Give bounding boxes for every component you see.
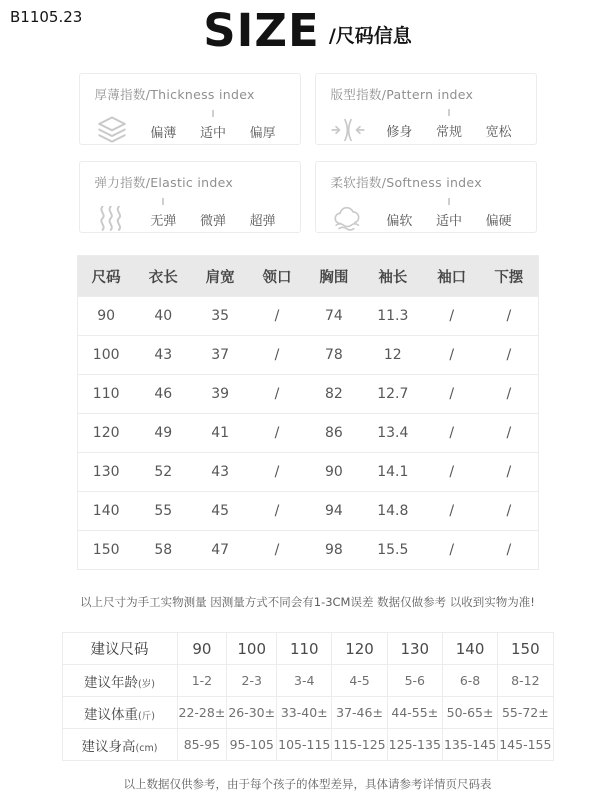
softness-options	[375, 210, 524, 229]
size-cell: /	[249, 453, 306, 492]
elastic-index-box	[79, 161, 301, 233]
suggest-cell: 90	[177, 633, 227, 665]
index-option: 偏厚	[249, 125, 276, 141]
index-boxes	[79, 73, 537, 233]
pattern-index-box	[315, 73, 537, 145]
size-cell: 58	[135, 531, 192, 570]
size-cell: 11.3	[362, 297, 423, 336]
size-cell: /	[480, 492, 538, 531]
size-column-header: 胸围	[305, 256, 362, 297]
size-cell: /	[480, 375, 538, 414]
size-column-header: 袖口	[423, 256, 480, 297]
suggest-table	[62, 632, 554, 761]
size-table-row	[77, 336, 538, 375]
size-cell: 14.1	[362, 453, 423, 492]
size-cell: 100	[77, 336, 135, 375]
size-cell: /	[249, 336, 306, 375]
size-cell: /	[249, 492, 306, 531]
size-cell: 35	[192, 297, 249, 336]
size-cell: 98	[305, 531, 362, 570]
size-cell: /	[480, 531, 538, 570]
size-cell: 14.8	[362, 492, 423, 531]
size-cell: 90	[305, 453, 362, 492]
size-cell: /	[249, 375, 306, 414]
suggest-cell: 125-135	[387, 729, 442, 761]
size-cell: /	[423, 492, 480, 531]
thickness-index-title: 厚薄指数/Thickness index	[94, 87, 255, 102]
size-cell: /	[423, 336, 480, 375]
size-cell: 39	[192, 375, 249, 414]
suggest-cell: 85-95	[177, 729, 227, 761]
size-cell: /	[249, 414, 306, 453]
page-subtitle: /尺码信息	[328, 25, 412, 47]
size-cell: 82	[305, 375, 362, 414]
size-cell: 12.7	[362, 375, 423, 414]
size-cell: /	[249, 297, 306, 336]
size-cell: 40	[135, 297, 192, 336]
product-code: B1105.23	[10, 8, 83, 26]
layers-icon	[95, 116, 139, 146]
suggest-cell: 55-72±	[498, 697, 553, 729]
suggest-cell: 1-2	[177, 665, 227, 697]
suggest-row-unit: (cm)	[135, 742, 158, 754]
softness-index-title: 柔软指数/Softness index	[330, 175, 482, 190]
suggest-table-note: 以上数据仅供参考，由于每个孩子的体型差异，具体请参考详情页尺码表	[123, 777, 492, 791]
suggest-cell: 120	[332, 633, 387, 665]
suggest-row-unit: (斤)	[138, 710, 155, 722]
compress-icon	[331, 116, 375, 144]
size-table-row	[77, 453, 538, 492]
size-cell: 43	[192, 453, 249, 492]
size-table-row	[77, 375, 538, 414]
index-option: 偏软	[386, 213, 413, 229]
size-cell: 46	[135, 375, 192, 414]
suggest-cell: 50-65±	[442, 697, 497, 729]
size-table-note: 以上尺寸为手工实物测量 因测量方式不同会有1-3CM误差 数据仅做参考 以收到实物为准!	[80, 595, 535, 609]
suggest-cell: 135-145	[442, 729, 497, 761]
size-column-header: 袖长	[362, 256, 423, 297]
size-cell: /	[480, 336, 538, 375]
pattern-index-title: 版型指数/Pattern index	[330, 87, 474, 102]
page-title-block	[0, 0, 615, 57]
size-cell: 130	[77, 453, 135, 492]
pattern-options	[375, 121, 524, 140]
size-cell: /	[480, 297, 538, 336]
size-column-header: 肩宽	[192, 256, 249, 297]
size-cell: 52	[135, 453, 192, 492]
index-option: 超弹	[249, 213, 276, 229]
size-cell: 37	[192, 336, 249, 375]
suggest-row-unit: (岁)	[138, 678, 155, 690]
size-table-header-row	[77, 256, 538, 297]
suggest-cell: 37-46±	[332, 697, 387, 729]
softness-index-box	[315, 161, 537, 233]
size-cell: 47	[192, 531, 249, 570]
size-cell: 110	[77, 375, 135, 414]
size-cell: /	[423, 453, 480, 492]
suggest-cell: 110	[277, 633, 332, 665]
size-cell: /	[480, 414, 538, 453]
suggest-cell: 105-115	[277, 729, 332, 761]
size-cell: 43	[135, 336, 192, 375]
size-cell: 140	[77, 492, 135, 531]
elastic-options	[139, 210, 288, 229]
page-title: SIZE	[203, 4, 320, 57]
size-cell: 41	[192, 414, 249, 453]
size-cell: 12	[362, 336, 423, 375]
index-option: 偏硬	[485, 213, 512, 229]
size-cell: 120	[77, 414, 135, 453]
size-cell: 86	[305, 414, 362, 453]
suggest-row-label: 建议尺码	[62, 633, 177, 665]
size-table	[77, 255, 539, 570]
suggest-cell: 22-28±	[177, 697, 227, 729]
index-option: 微弹	[199, 213, 226, 229]
suggest-table-row	[62, 665, 553, 697]
size-cell: /	[423, 375, 480, 414]
suggest-cell: 100	[227, 633, 277, 665]
suggest-cell: 115-125	[332, 729, 387, 761]
size-cell: /	[423, 297, 480, 336]
size-column-header: 下摆	[480, 256, 538, 297]
size-column-header: 尺码	[77, 256, 135, 297]
size-cell: /	[480, 453, 538, 492]
size-cell: 90	[77, 297, 135, 336]
size-cell: /	[423, 414, 480, 453]
suggest-table-row	[62, 697, 553, 729]
suggest-cell: 145-155	[498, 729, 553, 761]
size-table-row	[77, 297, 538, 336]
suggest-cell: 5-6	[387, 665, 442, 697]
suggest-cell: 3-4	[277, 665, 332, 697]
size-cell: 45	[192, 492, 249, 531]
index-option: 偏薄	[150, 125, 177, 141]
elastic-index-title: 弹力指数/Elastic index	[94, 175, 234, 190]
suggest-cell: 95-105	[227, 729, 277, 761]
suggest-table-row	[62, 633, 553, 665]
index-option: 修身	[386, 124, 413, 140]
size-cell: 74	[305, 297, 362, 336]
suggest-cell: 6-8	[442, 665, 497, 697]
suggest-row-label: 建议身高(cm)	[62, 729, 177, 761]
thickness-index-box	[79, 73, 301, 145]
suggest-cell: 130	[387, 633, 442, 665]
size-cell: 13.4	[362, 414, 423, 453]
size-column-header: 领口	[249, 256, 306, 297]
waves-icon	[95, 204, 139, 234]
index-option: 无弹	[150, 210, 176, 229]
suggest-cell: 33-40±	[277, 697, 332, 729]
suggest-cell: 4-5	[332, 665, 387, 697]
size-cell: 49	[135, 414, 192, 453]
size-table-row	[77, 492, 538, 531]
size-cell: /	[423, 531, 480, 570]
suggest-table-row	[62, 729, 553, 761]
size-cell: 94	[305, 492, 362, 531]
suggest-cell: 140	[442, 633, 497, 665]
size-cell: 78	[305, 336, 362, 375]
cloud-icon	[331, 204, 375, 234]
size-table-row	[77, 531, 538, 570]
size-cell: /	[249, 531, 306, 570]
size-table-row	[77, 414, 538, 453]
size-cell: 15.5	[362, 531, 423, 570]
index-option: 适中	[436, 210, 462, 229]
index-option: 常规	[436, 121, 462, 140]
index-option: 适中	[200, 122, 226, 141]
index-option: 宽松	[485, 124, 512, 140]
suggest-row-label: 建议年龄(岁)	[62, 665, 177, 697]
suggest-cell: 44-55±	[387, 697, 442, 729]
size-column-header: 衣长	[135, 256, 192, 297]
suggest-cell: 8-12	[498, 665, 553, 697]
size-cell: 150	[77, 531, 135, 570]
size-cell: 55	[135, 492, 192, 531]
suggest-cell: 150	[498, 633, 553, 665]
suggest-cell: 26-30±	[227, 697, 277, 729]
thickness-options	[139, 122, 288, 141]
suggest-row-label: 建议体重(斤)	[62, 697, 177, 729]
suggest-cell: 2-3	[227, 665, 277, 697]
